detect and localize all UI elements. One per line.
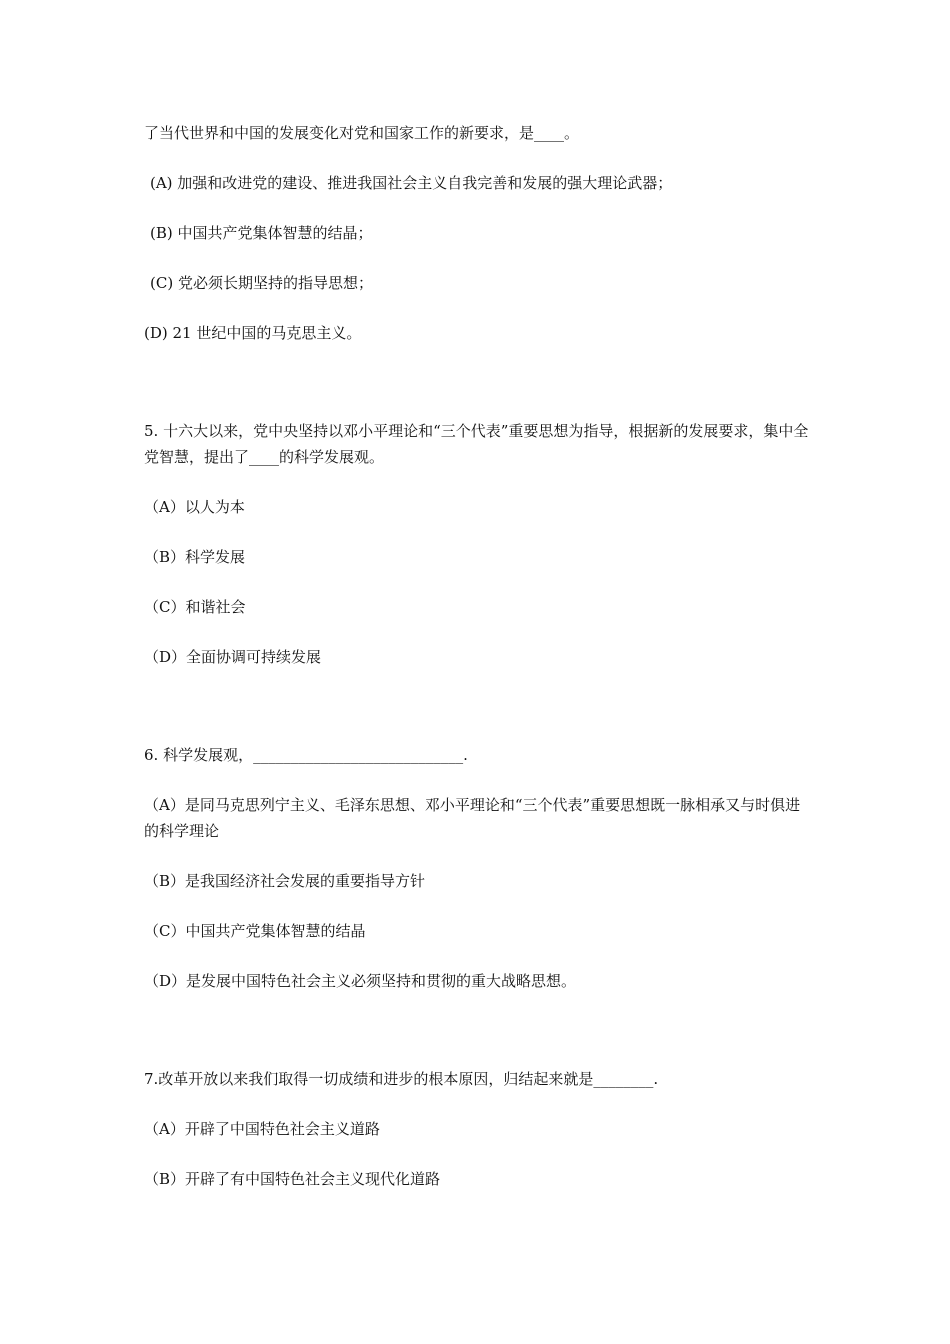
question-4-option-a: (A) 加强和改进党的建设、推进我国社会主义自我完善和发展的强大理论武器；: [150, 174, 673, 192]
question-4-option-d: (D) 21 世纪中国的马克思主义。: [144, 324, 362, 342]
question-5-option-d: （D）全面协调可持续发展: [144, 648, 322, 666]
question-6-option-a: （A）是同马克思列宁主义、毛泽东思想、邓小平理论和“三个代表”重要思想既一脉相承又与时俱进的科学理论: [144, 796, 801, 840]
spacer: [144, 1018, 814, 1066]
document-body: [144, 120, 814, 1216]
question-7: [144, 1066, 814, 1192]
question-5-stem: 5. 十六大以来，党中央坚持以邓小平理论和“三个代表”重要思想为指导，根据新的发展要求，集中全党智慧，提出了____的科学发展观。: [144, 422, 809, 466]
question-5-option-b: （B）科学发展: [144, 548, 246, 566]
question-6: [144, 742, 814, 994]
question-7-option-a: （A）开辟了中国特色社会主义道路: [144, 1120, 380, 1138]
spacer: [144, 370, 814, 418]
question-5: [144, 418, 814, 670]
question-5-option-a: （A）以人为本: [144, 498, 245, 516]
question-7-option-b: （B）开辟了有中国特色社会主义现代化道路: [144, 1170, 441, 1188]
question-6-stem: 6. 科学发展观，____________________________.: [144, 746, 468, 764]
question-7-stem: 7.改革开放以来我们取得一切成绩和进步的根本原因，归结起来就是________.: [144, 1070, 659, 1088]
question-4-option-b: (B) 中国共产党集体智慧的结晶；: [150, 224, 373, 242]
question-6-option-c: （C）中国共产党集体智慧的结晶: [144, 922, 366, 940]
question-4-stem-tail: 了当代世界和中国的发展变化对党和国家工作的新要求，是____。: [144, 124, 580, 142]
question-4: [144, 120, 814, 346]
question-5-option-c: （C）和谐社会: [144, 598, 246, 616]
question-6-option-b: （B）是我国经济社会发展的重要指导方针: [144, 872, 426, 890]
question-4-option-c: (C) 党必须长期坚持的指导思想；: [150, 274, 373, 292]
spacer: [144, 694, 814, 742]
question-6-option-d: （D）是发展中国特色社会主义必须坚持和贯彻的重大战略思想。: [144, 972, 577, 990]
